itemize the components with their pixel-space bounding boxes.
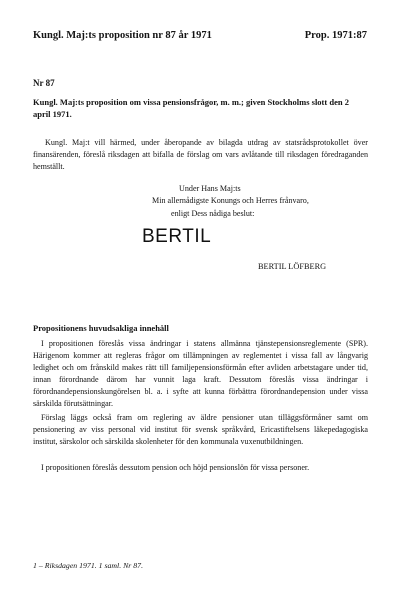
signature: BERTIL xyxy=(142,226,212,247)
proposition-title: Kungl. Maj:ts proposition om vissa pensionsfrågor, m. m.; given Stockholms slott den 2 april 1971. xyxy=(33,97,349,119)
intro-paragraph: Kungl. Maj:t vill härmed, under åberopande av bilagda utdrag av statsrådsprotokollet över finansärenden, föreslå riksdagen att bifalla de förslag om vars avlåtande till riksdagen föredraganden hemställt. xyxy=(33,138,368,171)
signer-name: BERTIL LÖFBERG xyxy=(258,262,327,271)
page-footer: 1 – Riksdagen 1971. 1 saml. Nr 87. xyxy=(33,561,144,570)
content-paragraph: I propositionen föreslås dessutom pension och höjd pensionslön för vissa personer. xyxy=(41,463,310,472)
royal-formula xyxy=(152,183,309,220)
content-paragraph: Förslag läggs också fram om reglering av äldre pensioner utan tilläggsförmåner samt om pensionering av viss personal vid institut för svensk språkvård, Ericastiftelsens läkepedagogiska institut, särskolor och särskilda skolenheter för den kommunala vuxenutbildningen. xyxy=(33,413,368,446)
section-title: Propositionens huvudsakliga innehåll xyxy=(33,323,169,333)
header-left: Kungl. Maj:ts proposition nr 87 år 1971 xyxy=(33,30,212,41)
formula-line-2: Min allernådigste Konungs och Herres frånvaro, xyxy=(152,196,309,206)
formula-line-1: Under Hans Maj:ts xyxy=(179,184,241,193)
proposition-number: Nr 87 xyxy=(33,78,55,88)
formula-line-3: enligt Dess nådiga beslut: xyxy=(171,208,255,218)
content-paragraph: I propositionen föreslås vissa ändringar i statens allmänna tjänstepensionsreglemente (SPR). Härigenom kommer att regleras frågor om tillämpningen av reglementet i vissa fall av långvarig ledighet och om frånskild makes rätt till familjepensionsförmån efter avliden arbetstagare under tid, innan förordnande därom har vunnit laga kraft. Dessutom föreslås vissa ändringar i förordnandepensionskungörelsen bl. a. i syfte att kunna förbättra förordnandepension under vissa särskilda förutsättningar. xyxy=(33,339,368,408)
header-right: Prop. 1971:87 xyxy=(304,30,367,41)
running-header xyxy=(33,30,367,41)
